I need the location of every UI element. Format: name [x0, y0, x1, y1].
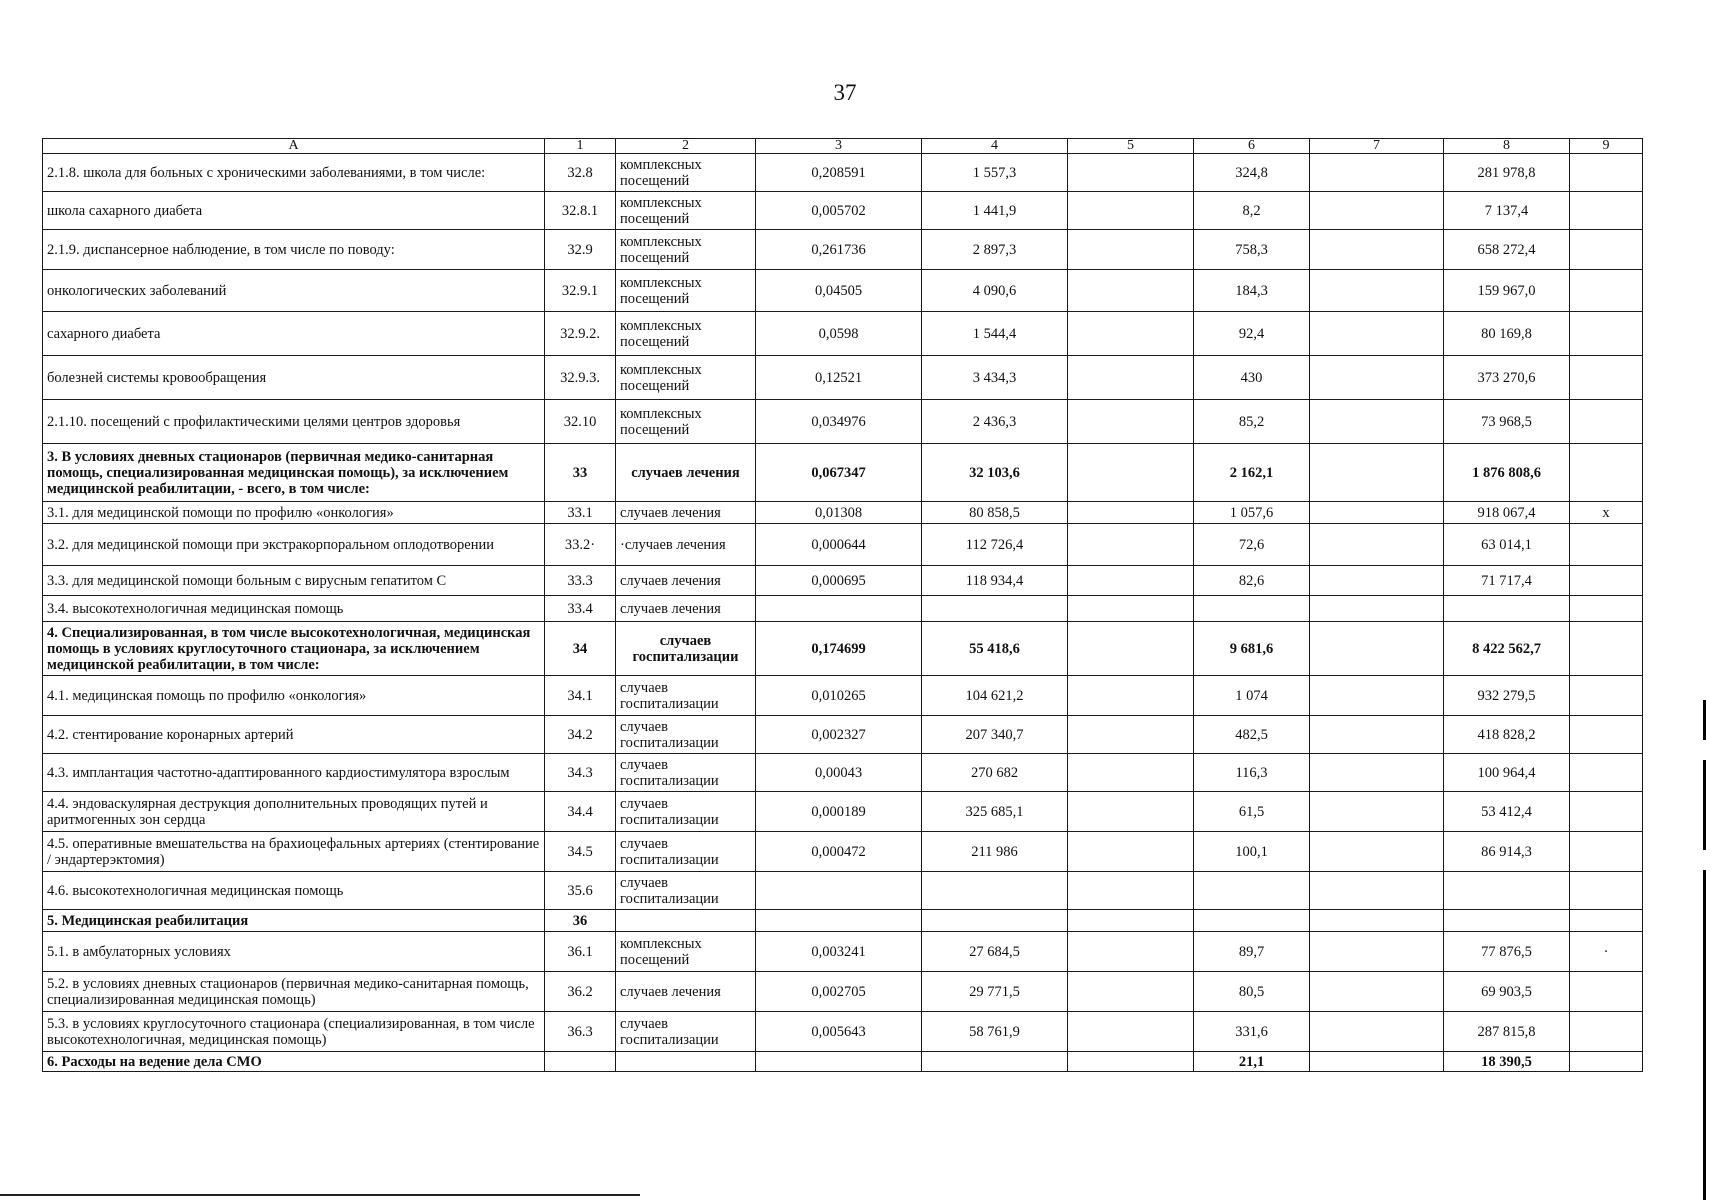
- cell-col5: [1068, 524, 1194, 566]
- cell-col8: [1444, 596, 1570, 622]
- header-cell-1: 1: [545, 139, 616, 154]
- cell-col3: [756, 872, 922, 910]
- cell-col8: 287 815,8: [1444, 1012, 1570, 1052]
- cell-col6: 116,3: [1194, 754, 1310, 792]
- header-cell-6: 6: [1194, 139, 1310, 154]
- cell-unit: случаев госпитализации: [616, 754, 756, 792]
- cell-unit: комплексных посещений: [616, 230, 756, 270]
- cell-col9: [1570, 910, 1643, 932]
- cell-col6: 9 681,6: [1194, 622, 1310, 676]
- cell-col7: [1310, 270, 1444, 312]
- table-row: [43, 910, 1643, 932]
- cell-code: 32.9.2.: [545, 312, 616, 356]
- cell-col6: 89,7: [1194, 932, 1310, 972]
- cell-col8: 77 876,5: [1444, 932, 1570, 972]
- cell-col6: 82,6: [1194, 566, 1310, 596]
- cell-col7: [1310, 566, 1444, 596]
- cell-col5: [1068, 192, 1194, 230]
- cell-code: 33: [545, 444, 616, 502]
- cell-col4: 80 858,5: [922, 502, 1068, 524]
- table-row: [43, 356, 1643, 400]
- cell-col5: [1068, 400, 1194, 444]
- cell-col5: [1068, 312, 1194, 356]
- cell-col7: [1310, 910, 1444, 932]
- cell-col6: 92,4: [1194, 312, 1310, 356]
- table-row: [43, 872, 1643, 910]
- cell-col9: [1570, 1052, 1643, 1072]
- cell-col7: [1310, 154, 1444, 192]
- cell-col3: 0,000644: [756, 524, 922, 566]
- cell-col6: [1194, 596, 1310, 622]
- cell-col9: [1570, 356, 1643, 400]
- cell-col3: 0,000472: [756, 832, 922, 872]
- cell-name: школа сахарного диабета: [43, 192, 545, 230]
- table-row: [43, 792, 1643, 832]
- cell-col7: [1310, 972, 1444, 1012]
- cell-col8: 7 137,4: [1444, 192, 1570, 230]
- cell-name: 4.4. эндоваскулярная деструкция дополнительных проводящих путей и аритмогенных зон сердца: [43, 792, 545, 832]
- cell-unit: случаев госпитализации: [616, 1012, 756, 1052]
- cell-col3: 0,002705: [756, 972, 922, 1012]
- cell-col7: [1310, 502, 1444, 524]
- cell-unit: комплексных посещений: [616, 154, 756, 192]
- cell-col3: 0,01308: [756, 502, 922, 524]
- cell-name: 3.1. для медицинской помощи по профилю «онкология»: [43, 502, 545, 524]
- cell-col7: [1310, 716, 1444, 754]
- cell-col9: [1570, 524, 1643, 566]
- table-row: [43, 932, 1643, 972]
- cell-col6: 184,3: [1194, 270, 1310, 312]
- cell-col7: [1310, 676, 1444, 716]
- cell-col5: [1068, 502, 1194, 524]
- cell-col7: [1310, 400, 1444, 444]
- table-row: [43, 622, 1643, 676]
- table-row: [43, 972, 1643, 1012]
- cell-code: 32.9: [545, 230, 616, 270]
- cell-col6: 1 057,6: [1194, 502, 1310, 524]
- cell-col7: [1310, 832, 1444, 872]
- cell-col8: 63 014,1: [1444, 524, 1570, 566]
- cell-col6: 85,2: [1194, 400, 1310, 444]
- cell-col7: [1310, 444, 1444, 502]
- cell-col8: 69 903,5: [1444, 972, 1570, 1012]
- cell-col4: 118 934,4: [922, 566, 1068, 596]
- cell-col7: [1310, 524, 1444, 566]
- cell-col4: 58 761,9: [922, 1012, 1068, 1052]
- table-body: [43, 154, 1643, 1072]
- table-row: [43, 1012, 1643, 1052]
- cell-col4: 27 684,5: [922, 932, 1068, 972]
- cell-col8: 80 169,8: [1444, 312, 1570, 356]
- cell-code: 34.2: [545, 716, 616, 754]
- cell-col6: 8,2: [1194, 192, 1310, 230]
- table-row: [43, 230, 1643, 270]
- cell-col5: [1068, 716, 1194, 754]
- cell-col9: [1570, 444, 1643, 502]
- cell-col4: 112 726,4: [922, 524, 1068, 566]
- cell-col4: 2 897,3: [922, 230, 1068, 270]
- cell-col3: 0,261736: [756, 230, 922, 270]
- cell-col7: [1310, 792, 1444, 832]
- cell-col5: [1068, 154, 1194, 192]
- cell-col9: [1570, 792, 1643, 832]
- cell-col6: 482,5: [1194, 716, 1310, 754]
- cell-col5: [1068, 792, 1194, 832]
- cell-col9: х: [1570, 502, 1643, 524]
- cell-col3: 0,04505: [756, 270, 922, 312]
- table-row: [43, 754, 1643, 792]
- table-row: [43, 524, 1643, 566]
- cell-col8: 53 412,4: [1444, 792, 1570, 832]
- cell-col8: [1444, 910, 1570, 932]
- cell-col5: [1068, 1012, 1194, 1052]
- table-row: [43, 676, 1643, 716]
- cell-name: 4.5. оперативные вмешательства на брахиоцефальных артериях (стентирование / эндартерэктомия): [43, 832, 545, 872]
- cell-col8: 932 279,5: [1444, 676, 1570, 716]
- cell-col5: [1068, 754, 1194, 792]
- header-cell-2: 2: [616, 139, 756, 154]
- cell-col6: [1194, 872, 1310, 910]
- cell-code: 33.2·: [545, 524, 616, 566]
- cell-col3: 0,003241: [756, 932, 922, 972]
- cell-col9: [1570, 832, 1643, 872]
- cell-col3: 0,067347: [756, 444, 922, 502]
- cell-col8: 159 967,0: [1444, 270, 1570, 312]
- cell-col7: [1310, 932, 1444, 972]
- cell-col3: 0,005702: [756, 192, 922, 230]
- table-row: [43, 444, 1643, 502]
- cell-name: 5. Медицинская реабилитация: [43, 910, 545, 932]
- cell-col9: [1570, 1012, 1643, 1052]
- table-row: [43, 400, 1643, 444]
- page-number: 37: [833, 80, 857, 105]
- cell-col9: [1570, 716, 1643, 754]
- cell-name: болезней системы кровообращения: [43, 356, 545, 400]
- cell-col6: 2 162,1: [1194, 444, 1310, 502]
- cell-col8: 1 876 808,6: [1444, 444, 1570, 502]
- cell-col9: [1570, 230, 1643, 270]
- cell-col8: 86 914,3: [1444, 832, 1570, 872]
- cell-col4: [922, 596, 1068, 622]
- cell-code: 34.3: [545, 754, 616, 792]
- cell-code: 32.8: [545, 154, 616, 192]
- cell-col7: [1310, 230, 1444, 270]
- cell-code: 36.2: [545, 972, 616, 1012]
- cell-name: 3. В условиях дневных стационаров (первичная медико-санитарная помощь, специализированная медицинская помощь), за исключением медицинской реабилитации, - всего, в том числе:: [43, 444, 545, 502]
- cell-code: 33.3: [545, 566, 616, 596]
- cell-col3: 0,0598: [756, 312, 922, 356]
- cell-col3: 0,208591: [756, 154, 922, 192]
- cell-code: 32.10: [545, 400, 616, 444]
- header-cell-3: 3: [756, 139, 922, 154]
- cell-col5: [1068, 230, 1194, 270]
- cell-code: 34.5: [545, 832, 616, 872]
- table-row: [43, 596, 1643, 622]
- cell-col5: [1068, 872, 1194, 910]
- cell-col8: 658 272,4: [1444, 230, 1570, 270]
- cell-col7: [1310, 1052, 1444, 1072]
- header-cell-5: 5: [1068, 139, 1194, 154]
- table-row: [43, 502, 1643, 524]
- cell-code: 35.6: [545, 872, 616, 910]
- cell-col3: [756, 910, 922, 932]
- header-cell-a: А: [43, 139, 545, 154]
- cell-name: 4.1. медицинская помощь по профилю «онкология»: [43, 676, 545, 716]
- cell-name: 2.1.8. школа для больных с хроническими заболеваниями, в том числе:: [43, 154, 545, 192]
- cell-code: 32.9.3.: [545, 356, 616, 400]
- cell-col4: 1 544,4: [922, 312, 1068, 356]
- cell-name: 4. Специализированная, в том числе высокотехнологичная, медицинская помощь в условиях круглосуточного стационара, за исключением медицинской реабилитации, в том числе:: [43, 622, 545, 676]
- cell-name: 3.4. высокотехнологичная медицинская помощь: [43, 596, 545, 622]
- cell-unit: комплексных посещений: [616, 270, 756, 312]
- cell-col4: [922, 872, 1068, 910]
- cell-unit: комплексных посещений: [616, 400, 756, 444]
- cell-col4: 32 103,6: [922, 444, 1068, 502]
- cell-col4: 325 685,1: [922, 792, 1068, 832]
- cell-unit: случаев лечения: [616, 566, 756, 596]
- cell-unit: комплексных посещений: [616, 932, 756, 972]
- cell-col6: 21,1: [1194, 1052, 1310, 1072]
- cell-col9: [1570, 872, 1643, 910]
- cell-col8: 71 717,4: [1444, 566, 1570, 596]
- table-row: [43, 154, 1643, 192]
- cell-unit: случаев госпитализации: [616, 676, 756, 716]
- cell-name: 5.1. в амбулаторных условиях: [43, 932, 545, 972]
- cell-name: 3.2. для медицинской помощи при экстракорпоральном оплодотворении: [43, 524, 545, 566]
- cell-col8: [1444, 872, 1570, 910]
- cell-code: [545, 1052, 616, 1072]
- cell-col5: [1068, 676, 1194, 716]
- cell-col4: [922, 910, 1068, 932]
- cell-code: 34.4: [545, 792, 616, 832]
- cell-col9: [1570, 566, 1643, 596]
- cell-col8: 8 422 562,7: [1444, 622, 1570, 676]
- cell-col3: 0,00043: [756, 754, 922, 792]
- cell-col4: 3 434,3: [922, 356, 1068, 400]
- cell-col9: [1570, 596, 1643, 622]
- cell-col3: 0,000189: [756, 792, 922, 832]
- cell-col6: 331,6: [1194, 1012, 1310, 1052]
- cell-col3: 0,010265: [756, 676, 922, 716]
- data-table: [42, 138, 1643, 1072]
- header-cell-9: 9: [1570, 139, 1643, 154]
- cell-col3: [756, 1052, 922, 1072]
- cell-col7: [1310, 356, 1444, 400]
- cell-col7: [1310, 622, 1444, 676]
- header-cell-7: 7: [1310, 139, 1444, 154]
- cell-unit: случаев лечения: [616, 444, 756, 502]
- table-row: [43, 716, 1643, 754]
- cell-col4: 211 986: [922, 832, 1068, 872]
- table-row: [43, 566, 1643, 596]
- cell-col4: 29 771,5: [922, 972, 1068, 1012]
- cell-col9: [1570, 192, 1643, 230]
- cell-code: 36.3: [545, 1012, 616, 1052]
- cell-code: 33.1: [545, 502, 616, 524]
- cell-unit: комплексных посещений: [616, 312, 756, 356]
- cell-col3: 0,005643: [756, 1012, 922, 1052]
- cell-code: 34.1: [545, 676, 616, 716]
- scan-bottom-rule: [0, 1194, 640, 1196]
- cell-col6: 80,5: [1194, 972, 1310, 1012]
- cell-col5: [1068, 356, 1194, 400]
- cell-col3: 0,034976: [756, 400, 922, 444]
- cell-col9: [1570, 312, 1643, 356]
- cell-col8: 373 270,6: [1444, 356, 1570, 400]
- cell-col6: 100,1: [1194, 832, 1310, 872]
- cell-unit: случаев госпитализации: [616, 622, 756, 676]
- scan-edge-marks: [1703, 700, 1706, 1200]
- cell-col5: [1068, 972, 1194, 1012]
- cell-name: 2.1.9. диспансерное наблюдение, в том числе по поводу:: [43, 230, 545, 270]
- cell-col4: 2 436,3: [922, 400, 1068, 444]
- header-cell-4: 4: [922, 139, 1068, 154]
- cell-col5: [1068, 932, 1194, 972]
- cell-col9: ·: [1570, 932, 1643, 972]
- cell-col6: 61,5: [1194, 792, 1310, 832]
- cell-col9: [1570, 400, 1643, 444]
- cell-col4: 270 682: [922, 754, 1068, 792]
- cell-col9: [1570, 676, 1643, 716]
- cell-col5: [1068, 444, 1194, 502]
- cell-col5: [1068, 270, 1194, 312]
- cell-col6: 758,3: [1194, 230, 1310, 270]
- cell-col5: [1068, 910, 1194, 932]
- table-row: [43, 270, 1643, 312]
- cell-col5: [1068, 832, 1194, 872]
- cell-col7: [1310, 312, 1444, 356]
- cell-code: 32.9.1: [545, 270, 616, 312]
- table-row: [43, 832, 1643, 872]
- cell-name: 4.6. высокотехнологичная медицинская помощь: [43, 872, 545, 910]
- cell-col3: 0,12521: [756, 356, 922, 400]
- cell-code: 34: [545, 622, 616, 676]
- cell-col8: 281 978,8: [1444, 154, 1570, 192]
- cell-unit: случаев лечения: [616, 596, 756, 622]
- cell-col4: 55 418,6: [922, 622, 1068, 676]
- cell-col6: 1 074: [1194, 676, 1310, 716]
- cell-unit: случаев лечения: [616, 502, 756, 524]
- cell-col4: 4 090,6: [922, 270, 1068, 312]
- cell-col3: [756, 596, 922, 622]
- cell-col9: [1570, 754, 1643, 792]
- cell-col8: 918 067,4: [1444, 502, 1570, 524]
- cell-col5: [1068, 1052, 1194, 1072]
- cell-col4: 1 557,3: [922, 154, 1068, 192]
- cell-col9: [1570, 154, 1643, 192]
- cell-unit: комплексных посещений: [616, 192, 756, 230]
- cell-col3: 0,174699: [756, 622, 922, 676]
- table-row: [43, 1052, 1643, 1072]
- cell-col5: [1068, 596, 1194, 622]
- cell-name: 3.3. для медицинской помощи больным с вирусным гепатитом С: [43, 566, 545, 596]
- cell-name: 6. Расходы на ведение дела СМО: [43, 1052, 545, 1072]
- cell-col8: 100 964,4: [1444, 754, 1570, 792]
- cell-col6: 324,8: [1194, 154, 1310, 192]
- cell-col8: 73 968,5: [1444, 400, 1570, 444]
- cell-col4: 104 621,2: [922, 676, 1068, 716]
- cell-col4: 207 340,7: [922, 716, 1068, 754]
- cell-col3: 0,002327: [756, 716, 922, 754]
- cell-col7: [1310, 596, 1444, 622]
- cell-name: 5.2. в условиях дневных стационаров (первичная медико-санитарная помощь, специализированная медицинская помощь): [43, 972, 545, 1012]
- cell-col6: [1194, 910, 1310, 932]
- cell-col7: [1310, 872, 1444, 910]
- cell-col4: 1 441,9: [922, 192, 1068, 230]
- cell-col8: 18 390,5: [1444, 1052, 1570, 1072]
- cell-unit: случаев госпитализации: [616, 832, 756, 872]
- cell-code: 36: [545, 910, 616, 932]
- cell-col6: 72,6: [1194, 524, 1310, 566]
- cell-col4: [922, 1052, 1068, 1072]
- header-row: [43, 139, 1643, 154]
- cell-unit: случаев госпитализации: [616, 716, 756, 754]
- cell-unit: [616, 1052, 756, 1072]
- cell-code: 32.8.1: [545, 192, 616, 230]
- cell-code: 36.1: [545, 932, 616, 972]
- cell-unit: случаев госпитализации: [616, 792, 756, 832]
- cell-name: 4.2. стентирование коронарных артерий: [43, 716, 545, 754]
- cell-unit: ·случаев лечения: [616, 524, 756, 566]
- cell-col6: 430: [1194, 356, 1310, 400]
- cell-col9: [1570, 622, 1643, 676]
- table-row: [43, 312, 1643, 356]
- cell-col7: [1310, 192, 1444, 230]
- cell-name: сахарного диабета: [43, 312, 545, 356]
- cell-unit: случаев лечения: [616, 972, 756, 1012]
- cell-col7: [1310, 754, 1444, 792]
- cell-code: 33.4: [545, 596, 616, 622]
- cell-unit: [616, 910, 756, 932]
- cell-col9: [1570, 270, 1643, 312]
- cell-col7: [1310, 1012, 1444, 1052]
- cell-col3: 0,000695: [756, 566, 922, 596]
- cell-unit: комплексных посещений: [616, 356, 756, 400]
- cell-name: 2.1.10. посещений с профилактическими целями центров здоровья: [43, 400, 545, 444]
- cell-unit: случаев госпитализации: [616, 872, 756, 910]
- cell-col5: [1068, 622, 1194, 676]
- cell-name: 5.3. в условиях круглосуточного стационара (специализированная, в том числе высокотехнологичная, медицинская помощь): [43, 1012, 545, 1052]
- cell-col8: 418 828,2: [1444, 716, 1570, 754]
- cell-name: 4.3. имплантация частотно-адаптированного кардиостимулятора взрослым: [43, 754, 545, 792]
- cell-col9: [1570, 972, 1643, 1012]
- cell-col5: [1068, 566, 1194, 596]
- table-row: [43, 192, 1643, 230]
- cell-name: онкологических заболеваний: [43, 270, 545, 312]
- header-cell-8: 8: [1444, 139, 1570, 154]
